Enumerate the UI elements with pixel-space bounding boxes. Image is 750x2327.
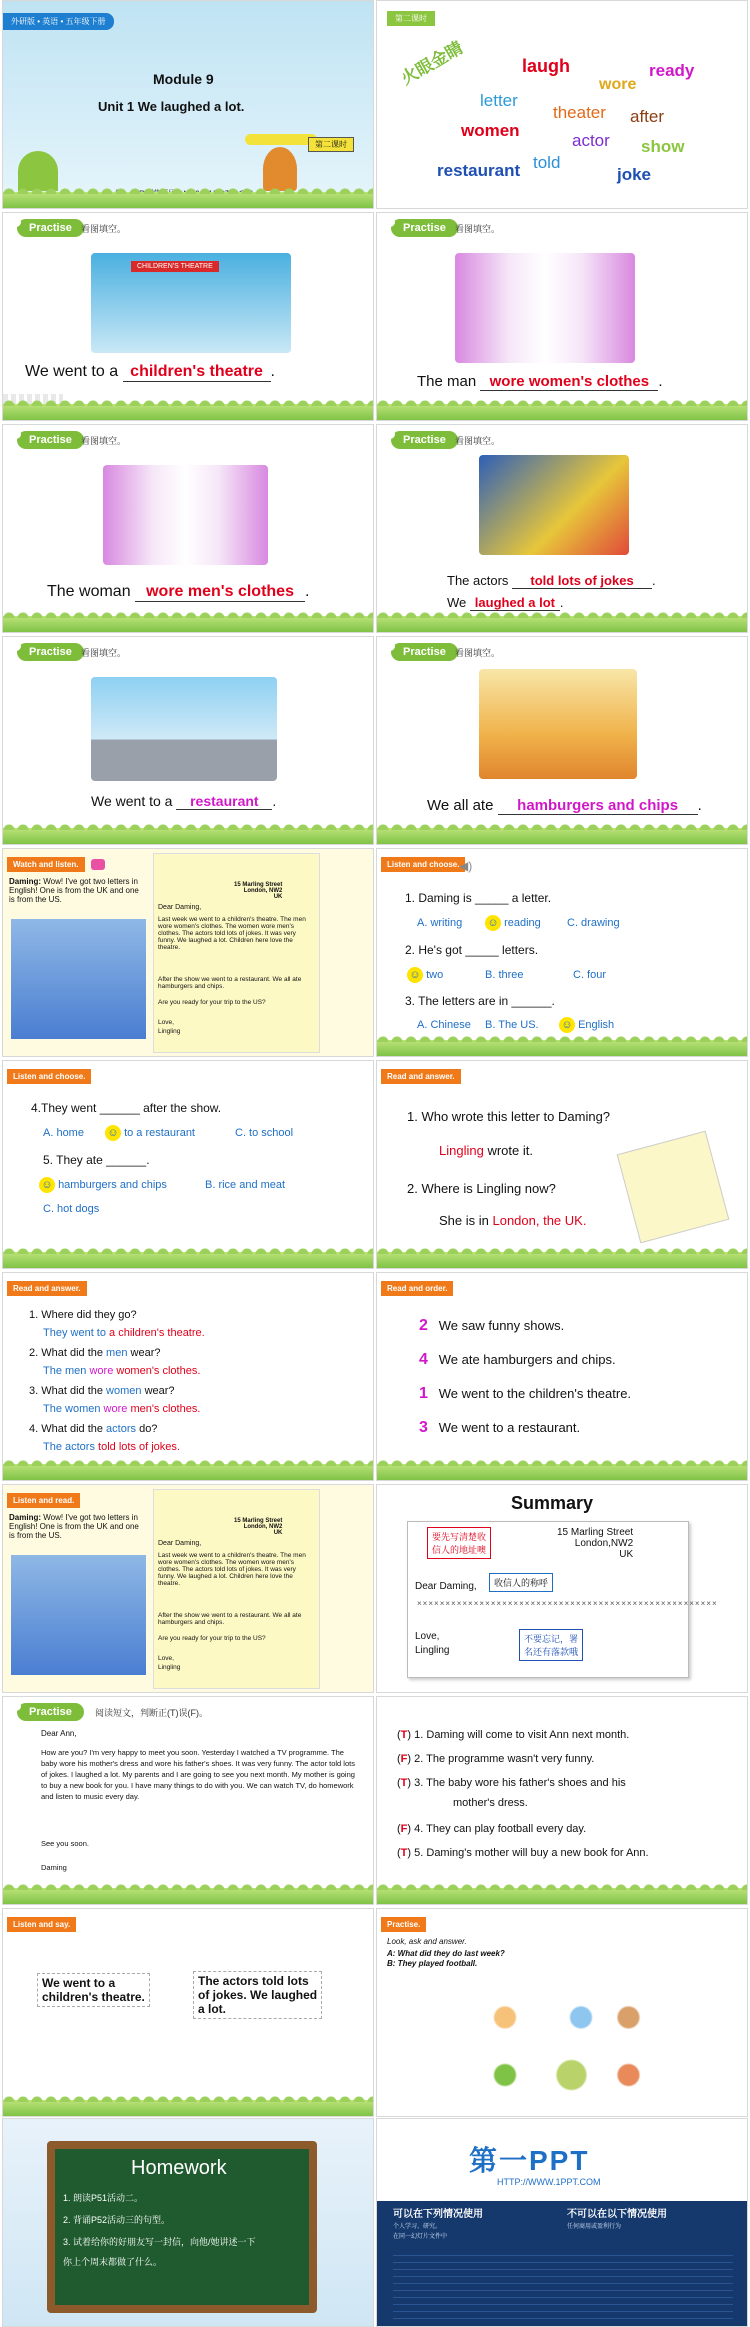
grass (3, 1464, 373, 1480)
tree-icon (263, 147, 297, 191)
grass (3, 616, 373, 632)
word: told (533, 153, 561, 172)
closing: Love, (158, 1019, 174, 1026)
option[interactable]: A. writing (417, 917, 463, 929)
salutation: Dear Daming, (158, 904, 202, 911)
actors-image (479, 455, 629, 555)
speaker-icon[interactable]: ◀) (459, 859, 473, 873)
option-correct[interactable]: ☺ two (407, 967, 443, 983)
section-tag: Watch and listen. (7, 857, 85, 872)
question: 5. They ate ______. (43, 1153, 150, 1167)
letter (153, 853, 320, 1053)
hint: 看图填空。 (455, 224, 501, 234)
placeholder-lines: ××××××××××××××××××××××××××××××××××××××××××××××××××××× (417, 1599, 718, 1608)
paragraph: Last week we went to a children's theatre. The men wore women's clothes. The women wore men's clothes. The actors told lots of jokes. It was very funny. We laughed a lot. Children here love the theatre. (158, 1552, 306, 1587)
hint: 看图填空。 (81, 224, 127, 234)
logo-url: HTTP://WWW.1PPT.COM (497, 2177, 601, 2187)
restaurant-image (91, 677, 277, 781)
signature: Daming (41, 1863, 67, 1872)
slide-summary[interactable] (376, 1484, 748, 1693)
slide-listen-say[interactable] (2, 1908, 374, 2117)
option[interactable]: C. hot dogs (43, 1203, 100, 1215)
summary-title: Summary (511, 1493, 594, 1513)
slide-practise-3[interactable] (2, 424, 374, 633)
question: 2. Where is Lingling now? (407, 1181, 556, 1196)
sentence-1: The actors told lots of jokes . (447, 573, 656, 588)
note: 收信人的称呼 (489, 1573, 553, 1592)
hint: 阅读短文，判断正(T)误(F)。 (95, 1708, 208, 1718)
smile-icon: ☺ (39, 1177, 55, 1193)
grass (3, 404, 373, 420)
activities-image (467, 1979, 657, 2107)
slide-words[interactable] (376, 0, 748, 209)
lesson-badge: 第二课时 (387, 11, 435, 26)
option-correct[interactable]: ☺ reading (485, 915, 541, 931)
order-item: 4 We ate hamburgers and chips. (419, 1351, 616, 1368)
section-tag: Read and answer. (7, 1281, 87, 1296)
letter (153, 1489, 320, 1689)
grass (377, 616, 747, 632)
note: 不要忘记，署 名还有落款哦 (519, 1629, 583, 1661)
slide-listen-choose-1[interactable] (376, 848, 748, 1057)
grass (3, 2100, 373, 2116)
tf-item: (T) 3. The baby wore his father's shoes and his (397, 1777, 626, 1789)
option[interactable]: A. home (43, 1127, 84, 1139)
slide-copyright[interactable] (376, 2118, 748, 2327)
tf-item: (F) 2. The programme wasn't very funny. (397, 1753, 595, 1765)
homework-item: 2. 背诵P52活动三的句型。 (63, 2215, 171, 2225)
question: 4.They went ______ after the show. (31, 1101, 222, 1115)
option[interactable]: B. The US. (485, 1019, 539, 1031)
order-item: 1 We went to the children's theatre. (419, 1385, 632, 1402)
sentence: The man wore women's clothes . (417, 373, 663, 390)
signature: Lingling (158, 1664, 181, 1671)
tf-item-cont: mother's dress. (453, 1797, 528, 1809)
address: 15 Marling Street London, NW2 UK (234, 1518, 283, 1536)
order-item: 2 We saw funny shows. (419, 1317, 565, 1334)
closing: Love, (415, 1631, 440, 1642)
sentence: We went to a children's theatre . (25, 363, 275, 380)
section-tag: Listen and read. (7, 1493, 80, 1508)
grass (3, 192, 373, 208)
question: 1. Daming is _____ a letter. (405, 891, 552, 905)
smile-icon: ☺ (105, 1125, 121, 1141)
practise-tag: Practise (17, 643, 84, 661)
allowed-item: 在同一幻灯片文件中 (393, 2234, 448, 2240)
sentence-2: We laughed a lot . (447, 595, 564, 610)
allowed-heading: 可以在下列情况使用 (393, 2209, 483, 2220)
section-tag: Practise. (381, 1917, 426, 1932)
section-tag: Read and order. (381, 1281, 453, 1296)
logo: 第一PPT (469, 2145, 590, 2176)
grass (377, 1252, 747, 1268)
answer: The women wore men's clothes. (43, 1403, 201, 1415)
answer: The actors told lots of jokes. (43, 1441, 180, 1453)
homework-item: 1. 朗读P51活动二。 (63, 2193, 144, 2203)
question: 3. What did the women wear? (29, 1385, 175, 1397)
slide-listen-read[interactable] (2, 1484, 374, 1693)
smile-icon: ☺ (485, 915, 501, 931)
address: 15 Marling Street London, NW2 UK (234, 882, 283, 900)
dialog-a: A: What did they do last week? (387, 1949, 505, 1958)
tf-item: (T) 1. Daming will come to visit Ann next month. (397, 1729, 630, 1741)
stage-image (455, 253, 635, 363)
answer: They went to a children's theatre. (43, 1327, 205, 1339)
tf-item: (F) 4. They can play football every day. (397, 1823, 587, 1835)
closing: See you soon. (41, 1839, 89, 1848)
homework-item: 3. 试着给你的好朋友写一封信，向他/她讲述一下 (63, 2237, 256, 2247)
salutation: Dear Daming, (158, 1540, 202, 1547)
slide-homework[interactable] (2, 2118, 374, 2327)
section-tag: Listen and choose. (381, 857, 465, 872)
instruction: Look, ask and answer. (387, 1937, 467, 1946)
homework-title: Homework (131, 2157, 227, 2179)
module-title: Module 9 (153, 71, 214, 87)
slide-read-order[interactable] (376, 1272, 748, 1481)
sentence: The woman wore men's clothes . (47, 583, 310, 600)
answer: She is in London, the UK. (439, 1213, 587, 1228)
word: women (461, 121, 520, 140)
question: 2. What did the men wear? (29, 1347, 161, 1359)
link-list[interactable] (393, 2249, 733, 2319)
video-icon[interactable] (91, 859, 105, 870)
word: letter (480, 91, 518, 110)
paragraph: After the show we went to a restaurant. We all ate hamburgers and chips. (158, 1612, 302, 1626)
grass (3, 1252, 373, 1268)
option-correct[interactable]: ☺ to a restaurant (105, 1125, 195, 1141)
hint: 看图填空。 (81, 648, 127, 658)
slide-practise-4[interactable] (376, 424, 748, 633)
grass (377, 828, 747, 844)
option[interactable]: C. four (573, 969, 607, 981)
word: actor (572, 131, 610, 150)
daming-line: Daming: Wow! I've got two letters in English! One is from the UK and one is from the US. (9, 877, 139, 904)
slide-practise-5[interactable] (2, 636, 374, 845)
forbidden-item: 任何商用或盈利行为 (567, 2224, 622, 2230)
smile-icon: ☺ (559, 1017, 575, 1033)
grass (377, 1888, 747, 1904)
hint: 看图填空。 (455, 648, 501, 658)
section-tag: Read and answer. (381, 1069, 461, 1084)
grass (377, 1040, 747, 1056)
word: ready (649, 61, 695, 80)
question: 2. He's got _____ letters. (405, 943, 539, 957)
dialog-b: B: They played football. (387, 1959, 478, 1968)
word: theater (553, 103, 606, 122)
question: 1. Where did they go? (29, 1309, 137, 1321)
section-tag: Listen and choose. (7, 1069, 91, 1084)
answer: Lingling wrote it. (439, 1143, 533, 1158)
address: 15 Marling Street London,NW2 UK (557, 1527, 634, 1560)
signature: Lingling (415, 1645, 450, 1656)
practise-tag: Practise (17, 219, 84, 237)
word: show (641, 137, 685, 156)
question: 4. What did the actors do? (29, 1423, 158, 1435)
allowed-item: 个人学习、研究。 (393, 2224, 442, 2230)
lesson-badge: 第二课时 (308, 137, 354, 152)
slide-practise-6[interactable] (376, 636, 748, 845)
word: restaurant (437, 161, 521, 180)
word: wore (599, 76, 637, 93)
slide-listen-choose-2[interactable] (2, 1060, 374, 1269)
slide-title[interactable] (2, 0, 374, 209)
tf-item: (T) 5. Daming's mother will buy a new book for Ann. (397, 1847, 649, 1859)
yellow-bar (245, 134, 317, 145)
paragraph: Are you ready for your trip to the US? (158, 1635, 266, 1642)
edition-badge: 外研版 • 英语 • 五年级下册 (3, 13, 114, 30)
note: 要先写清楚收 信人的地址噢 (427, 1527, 491, 1559)
practise-tag: Practise (17, 431, 84, 449)
hint: 看图填空。 (455, 436, 501, 446)
hint: 看图填空。 (81, 436, 127, 446)
option[interactable]: B. rice and meat (205, 1179, 286, 1191)
speech-box: The actors told lots of jokes. We laughed a lot. (193, 1971, 322, 2019)
practise-tag: Practise (17, 1703, 84, 1721)
words-title: 火眼金睛 (397, 38, 467, 89)
slide-watch-listen[interactable] (2, 848, 374, 1057)
grass (3, 828, 373, 844)
section-tag: Listen and say. (7, 1917, 76, 1932)
option[interactable]: A. Chinese (417, 1019, 471, 1031)
practise-tag: Practise (391, 431, 458, 449)
question: 1. Who wrote this letter to Daming? (407, 1109, 611, 1124)
paragraph: Last week we went to a children's theatre. The men wore women's clothes. The women wore men's clothes. The actors told lots of jokes. It was very funny. We laughed a lot. Children here love the theatre. (158, 916, 306, 951)
word: joke (617, 165, 652, 184)
order-item: 3 We went to a restaurant. (419, 1419, 581, 1436)
practise-tag: Practise (391, 643, 458, 661)
theatre-sign: CHILDREN'S THEATRE (131, 261, 219, 272)
paragraph: After the show we went to a restaurant. We all ate hamburgers and chips. (158, 976, 302, 990)
smile-icon: ☺ (407, 967, 423, 983)
option[interactable]: C. drawing (567, 917, 620, 929)
slide-practise-2[interactable] (376, 212, 748, 421)
slide-practise-1[interactable] (2, 212, 374, 421)
slide-true-false[interactable] (376, 1696, 748, 1905)
grass (377, 404, 747, 420)
unit-title: Unit 1 We laughed a lot. (98, 99, 245, 114)
word: laugh (522, 56, 570, 76)
reading-body: How are you? I'm very happy to meet you soon. Yesterday I watched a TV programme. The baby wore his mother's dress and wore his father's shoes. It was very funny. The actor told lots of jokes. I laughed a lot. My parents and I are going to see you next month. My mother is going to buy a new book for you. I have many things to do with you. We can watch TV, do homework and listen to music every day. (41, 1748, 355, 1801)
question: 3. The letters are in ______. (405, 994, 555, 1008)
grass (3, 1888, 373, 1904)
slide-reading[interactable] (2, 1696, 374, 1905)
letter-image (617, 1131, 730, 1244)
stage-image (103, 465, 268, 565)
paragraph: Are you ready for your trip to the US? (158, 999, 266, 1006)
slide-read-answer-1[interactable] (376, 1060, 748, 1269)
option-correct[interactable]: ☺ hamburgers and chips (39, 1177, 167, 1193)
option-correct[interactable]: ☺ English (559, 1017, 614, 1033)
daming-image (11, 919, 146, 1039)
salutation: Dear Ann, (41, 1729, 77, 1738)
option[interactable]: C. to school (235, 1127, 294, 1139)
word: after (630, 107, 665, 126)
answer: The men wore women's clothes. (43, 1365, 201, 1377)
homework-item: 你上个周末都做了什么。 (63, 2257, 163, 2267)
closing: Love, (158, 1655, 174, 1662)
daming-image (11, 1555, 146, 1675)
signature: Lingling (158, 1028, 181, 1035)
sentence: We all ate hamburgers and chips . (427, 797, 702, 814)
option[interactable]: B. three (485, 969, 524, 981)
forbidden-heading: 不可以在以下情况使用 (567, 2209, 667, 2220)
practise-tag: Practise (391, 219, 458, 237)
theatre-image (91, 253, 291, 353)
speech-box: We went to a children's theatre. (37, 1973, 150, 2007)
slide-read-answer-2[interactable] (2, 1272, 374, 1481)
sentence: We went to a restaurant . (91, 793, 277, 809)
tree-icon (18, 151, 58, 191)
slide-look-ask[interactable] (376, 1908, 748, 2117)
grass (377, 1464, 747, 1480)
daming-line: Daming: Wow! I've got two letters in English! One is from the UK and one is from the US. (9, 1513, 139, 1540)
salutation: Dear Daming, (415, 1581, 477, 1592)
eating-image (479, 669, 637, 779)
